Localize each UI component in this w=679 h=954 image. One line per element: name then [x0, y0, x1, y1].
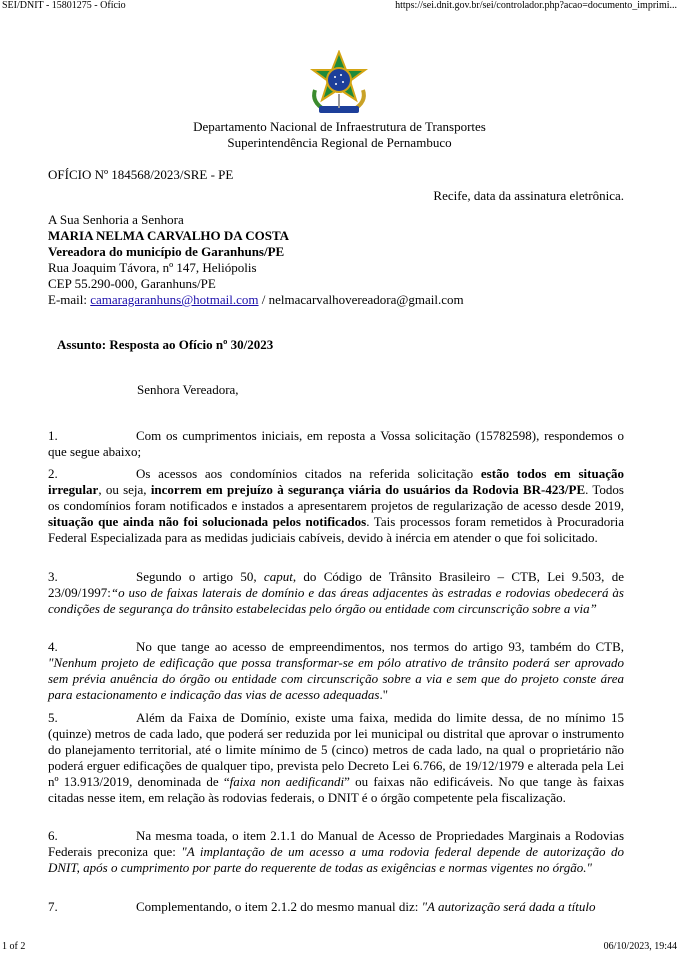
print-header-title: SEI/DNIT - 15801275 - Ofício — [2, 0, 126, 11]
paragraph-text: . Todos os condomínios foram notificados e instados a apresentarem projetos de regularização de acesso desde 2019, — [48, 482, 624, 513]
paragraph-number: 3. — [48, 569, 58, 584]
paragraph-text: , do Código de Trânsito Brasileiro – CTB, Lei 9.503, de 23/09/1997: — [48, 569, 624, 600]
paragraph-text: Complementando, o item 2.1.2 do mesmo manual diz: — [136, 899, 422, 914]
paragraph-number: 1. — [48, 428, 58, 443]
paragraph-text: Com os cumprimentos iniciais, em reposta a Vossa solicitação (15782598), respondemos o que segue abaixo; — [48, 428, 624, 459]
paragraph-bold: incorrem em prejuízo à segurança viária do usuários da Rodovia BR-423/PE — [150, 482, 586, 497]
paragraph-1 — [48, 428, 624, 460]
paragraph-text: Segundo o artigo 50, — [136, 569, 264, 584]
recipient-role: Vereadora do município de Garanhuns/PE — [48, 244, 285, 259]
paragraph-text: . Tais processos foram remetidos à Procuradoria Federal Especializada para as medidas judiciais cabíveis, devido à inércia em atender o que foi solicitado. — [48, 514, 624, 545]
paragraph-number: 7. — [48, 899, 58, 914]
recipient-name: MARIA NELMA CARVALHO DA COSTA — [48, 228, 290, 243]
paragraph-6 — [48, 828, 624, 876]
paragraph-5 — [48, 710, 624, 806]
paragraph-quote: “o uso de faixas laterais de domínio e das áreas adjacentes às estradas e rodovias obedecerá às condições de segurança do trânsito estabelecidas pelo órgão ou entidade com circunscrição sobre a via” — [48, 585, 624, 616]
email-label: E-mail: — [48, 292, 91, 307]
email-secondary: / nelmacarvalhovereadora@gmail.com — [258, 292, 464, 307]
paragraph-number: 2. — [48, 466, 58, 481]
paragraph-text: ” ou faixas não edificáveis. No que tange às faixas citadas nesse item, em relação às rodovias federais, o DNIT é o órgão competente pela fiscalização. — [48, 774, 625, 805]
paragraph-text: Além da Faixa de Domínio, existe uma faixa, medida do limite dessa, de no mínimo 15 (quinze) metros de cada lado, que poderá ser reduzida por lei municipal ou distrital que aprovar o instrumento do planejamento territorial, até o limite mínimo de 5 (cinco) metros de cada lado, na qual o proprietário não poderá erguer edificações de qualquer tipo, prevista pelo Decreto Lei 6.766, de 19/12/1979 e alterada pela Lei nº 13.913/2019, denominada de “ — [48, 710, 624, 789]
greeting: Senhora Vereadora, — [137, 382, 239, 397]
print-timestamp: 06/10/2023, 19:44 — [603, 941, 677, 952]
paragraph-quote: "A implantação de um acesso a uma rodovia federal depende de autorização do DNIT, após o cumprimento por parte do requerente de todas as exigências e normas vigentes no órgão." — [48, 844, 624, 875]
paragraph-text: Na mesma toada, o item 2.1.1 do Manual de Acesso de Propriedades Marginais a Rodovias Federais preconiza que: — [48, 828, 624, 859]
paragraph-7 — [48, 899, 624, 915]
paragraph-text: , ou seja, — [98, 482, 151, 497]
org-name: Departamento Nacional de Infraestrutura de Transportes — [193, 119, 486, 134]
subject-line: Assunto: Resposta ao Ofício nº 30/2023 — [57, 337, 274, 352]
paragraph-bold: situação que ainda não foi solucionada pelos notificados — [48, 514, 367, 529]
brazil-coat-of-arms-icon — [305, 50, 373, 116]
recipient-salutation: A Sua Senhoria a Senhora — [48, 212, 184, 227]
print-header — [0, 0, 679, 14]
oficio-number: OFÍCIO Nº 184568/2023/SRE - PE — [48, 167, 234, 182]
paragraph-italic: faixa non aedificandi — [229, 774, 345, 789]
paragraph-quote: "A autorização será dada a título — [421, 899, 596, 914]
print-header-url: https://sei.dnit.gov.br/sei/controlador.php?acao=documento_imprimi... — [395, 0, 677, 11]
paragraph-2 — [48, 466, 624, 546]
paragraph-text: No que tange ao acesso de empreendimentos, nos termos do artigo 93, também do CTB, — [136, 639, 624, 654]
recipient-email-line — [48, 292, 464, 308]
paragraph-4 — [48, 639, 624, 703]
paragraph-text: Os acessos aos condomínios citados na referida solicitação — [136, 466, 481, 481]
paragraph-italic: caput — [263, 569, 293, 584]
email-link[interactable]: camaragaranhuns@hotmail.com — [90, 292, 259, 307]
recipient-address-street: Rua Joaquim Távora, nº 147, Heliópolis — [48, 260, 257, 275]
org-unit: Superintendência Regional de Pernambuco — [227, 135, 452, 150]
paragraph-number: 6. — [48, 828, 58, 843]
place-date: Recife, data da assinatura eletrônica. — [433, 188, 624, 203]
paragraph-number: 5. — [48, 710, 58, 725]
paragraph-quote: "Nenhum projeto de edificação que possa transformar-se em pólo atrativo de trânsito poderá ser aprovado sem prévia anuência do órgão ou entidade com circunscrição sobre a via e sem que do projeto conste área para estacionamento e indicação das vias de acesso adequadas — [48, 655, 624, 702]
paragraph-text: ." — [379, 687, 389, 702]
paragraph-bold: estão todos em situação irregular — [48, 466, 624, 497]
paragraph-3 — [48, 569, 624, 617]
print-footer — [0, 941, 679, 954]
recipient-address-cep: CEP 55.290-000, Garanhuns/PE — [48, 276, 216, 291]
page-counter: 1 of 2 — [2, 941, 26, 952]
paragraph-number: 4. — [48, 639, 58, 654]
